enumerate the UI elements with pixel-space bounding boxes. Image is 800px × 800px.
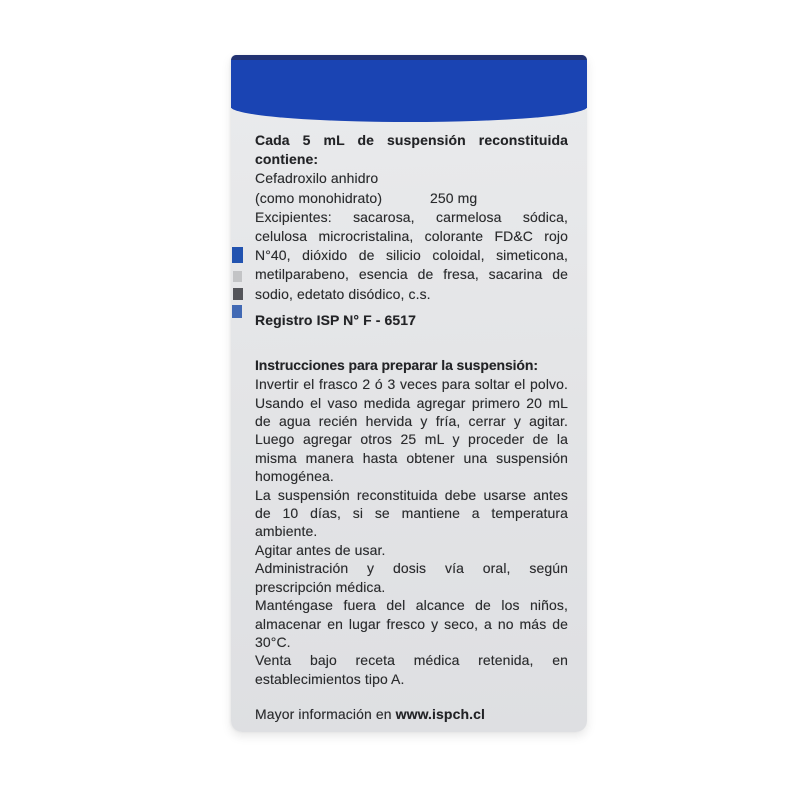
print-registration-mark-dark-gray — [233, 288, 243, 300]
box-top-band — [231, 55, 587, 122]
excipients-text: Excipientes: sacarosa, carmelosa sódica, celulosa microcristalina, colorante FD&C rojo N°40, dióxido de silicio coloidal, simeticona, metilparabeno, esencia de fresa, sacarina de sodio, edetato disódico, c.s. — [255, 208, 568, 302]
instruction-paragraph-preparation: Invertir el frasco 2 ó 3 veces para soltar el polvo. Usando el vaso medida agregar primero 20 mL de agua recién hervida y fría, cerrar y agitar. Luego agregar otros 25 mL y proceder de la misma manera hasta obtener una suspensión homogénea. — [255, 376, 568, 485]
ingredient-form: (como monohidrato) — [255, 189, 383, 206]
isp-registration-number: Registro ISP N° F - 6517 — [255, 311, 417, 328]
instruction-paragraph-keep-away: Manténgase fuera del alcance de los niños, almacenar en lugar fresco y seco, a no más de 30°C. — [255, 597, 568, 650]
box-top-edge-shadow — [231, 55, 587, 60]
print-registration-mark-medium-blue — [232, 305, 242, 318]
ingredient-dose-line — [255, 189, 568, 208]
medicine-box-panel — [231, 55, 587, 732]
instruction-paragraph-sale-condition: Venta bajo receta médica retenida, en establecimientos tipo A. — [255, 652, 568, 687]
ingredient-amount: 250 mg — [430, 189, 478, 206]
instruction-paragraph-storage-days: La suspensión reconstituida debe usarse antes de 10 días, si se mantiene a temperatura ambiente. — [255, 486, 568, 540]
instruction-paragraph-administration: Administración y dosis vía oral, según prescripción médica. — [255, 560, 568, 595]
ispch-website: www.ispch.cl — [395, 706, 485, 723]
box-top-band-curve — [231, 107, 587, 122]
instructions-heading: Instrucciones para preparar la suspensión: — [255, 357, 538, 374]
print-registration-mark-blue — [232, 247, 243, 263]
label-text-area — [255, 131, 568, 724]
ingredient-name: Cefadroxilo anhidro — [255, 170, 379, 187]
more-info-line — [255, 705, 568, 724]
instruction-paragraph-shake: Agitar antes de usar. — [255, 541, 386, 558]
more-info-text: Mayor información en — [255, 706, 396, 723]
print-registration-mark-light-gray — [233, 271, 242, 282]
box-top-band-fill — [231, 55, 587, 108]
composition-heading: Cada 5 mL de suspensión reconstituida contiene: — [255, 132, 568, 168]
